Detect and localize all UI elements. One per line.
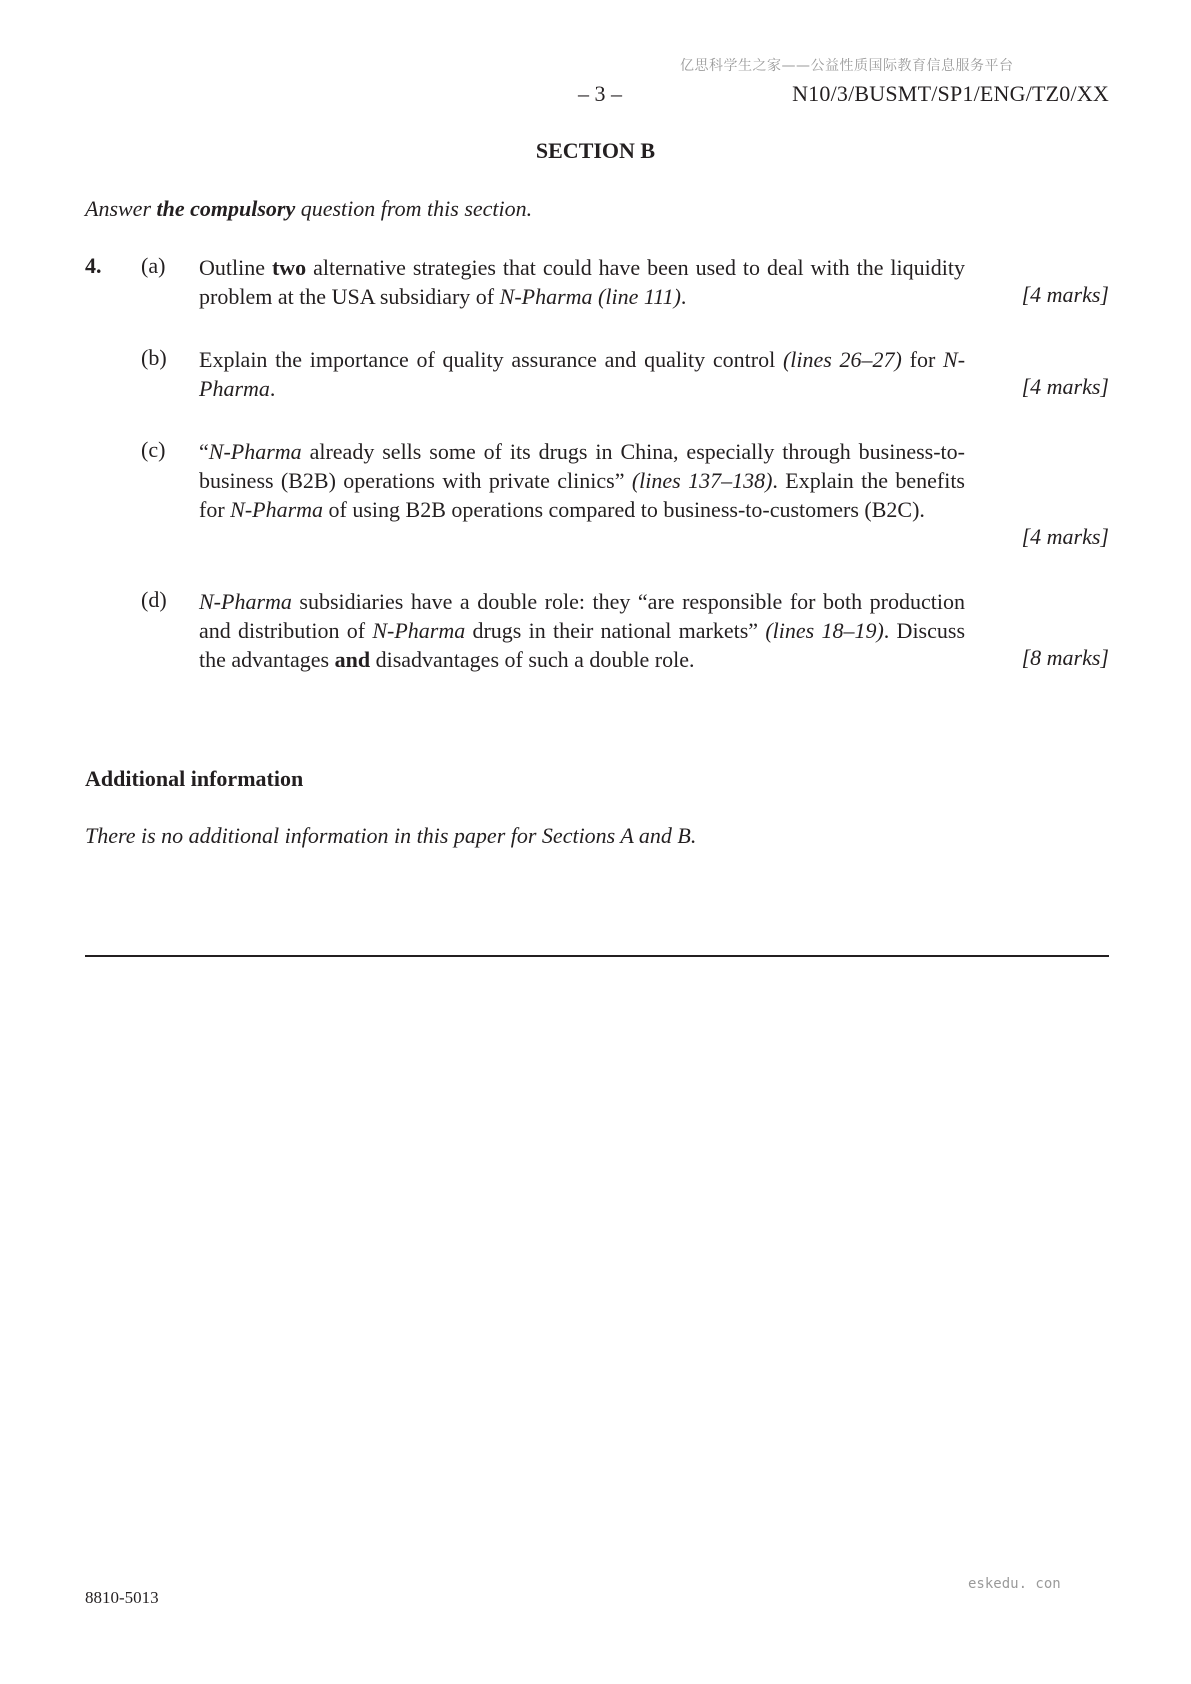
part-c-marks: [4 marks] (1021, 524, 1109, 549)
section-title: SECTION B (535, 138, 656, 163)
part-b-text: Explain the importance of quality assurance and quality control (lines 26–27) for N-Pharma. (199, 347, 966, 401)
part-b-label: (b) (141, 345, 167, 370)
document-code: N10/3/BUSMT/SP1/ENG/TZ0/XX (792, 81, 1109, 106)
part-d-text: N-Pharma subsidiaries have a double role: they “are responsible for both production and distribution of N-Pharma drugs in their national markets” (lines 18–19). Discuss the advantages and disadvantages of such a double role. (199, 589, 966, 672)
part-a-label: (a) (141, 253, 166, 278)
part-d-label: (d) (141, 587, 167, 612)
header-watermark: 亿思科学生之家——公益性质国际教育信息服务平台 (680, 58, 1014, 74)
section-instruction: Answer the compulsory question from this section. (85, 196, 533, 221)
horizontal-rule (85, 955, 1109, 957)
additional-info-title: Additional information (85, 766, 304, 791)
footer-code: 8810-5013 (85, 1588, 159, 1607)
part-b-marks: [4 marks] (1021, 374, 1109, 399)
page-number: – 3 – (578, 81, 622, 106)
part-a-text: Outline two alternative strategies that could have been used to deal with the liquidity problem at the USA subsidiary of N-Pharma (line 111). (199, 255, 965, 309)
part-c-label: (c) (141, 437, 166, 462)
part-a-marks: [4 marks] (1021, 282, 1109, 307)
part-c-text: “N-Pharma already sells some of its drugs in China, especially through business-to-business (B2B) operations with private clinics” (lines 137–138). Explain the benefits for N-Pharma of using B2B operations compared to business-to-customers (B2C). (199, 439, 965, 522)
footer-watermark: eskedu. con (968, 1576, 1061, 1592)
additional-info-text: There is no additional information in this paper for Sections A and B. (85, 823, 697, 848)
part-d-marks: [8 marks] (1021, 645, 1109, 670)
question-number: 4. (85, 253, 102, 278)
